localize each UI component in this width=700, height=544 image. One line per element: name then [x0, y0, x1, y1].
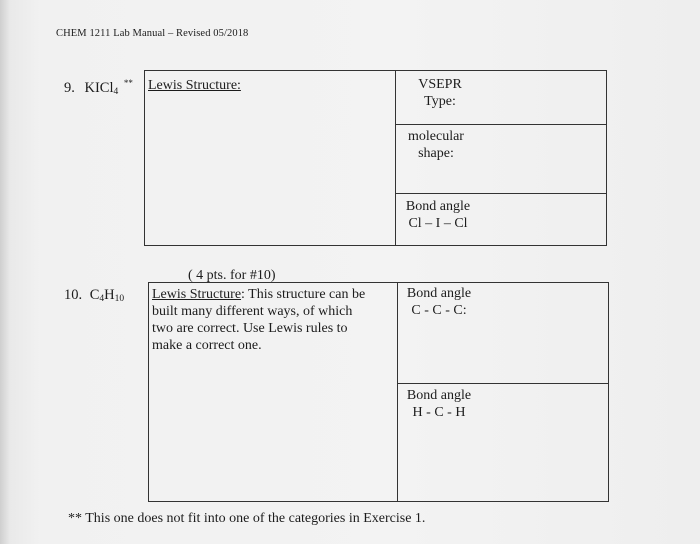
question-9-label [64, 78, 133, 97]
q10-angle1-line2: C - C - C: [411, 303, 467, 318]
question-10-number: 10. [64, 287, 83, 303]
question-9-formula [85, 80, 119, 96]
q10-lewis-text-line3: two are correct. Use Lewis rules to [152, 321, 348, 336]
q10-points: ( 4 pts. for #10) [188, 268, 276, 283]
q9-lewis-cell[interactable] [144, 70, 396, 246]
question-10-label [64, 287, 124, 304]
q10-lewis-cell[interactable] [148, 282, 398, 502]
footnote: ** This one does not fit into one of the categories in Exercise 1. [68, 511, 426, 526]
q9-angle-line2: Cl – I – Cl [408, 216, 468, 231]
q10-angle2-cell[interactable] [397, 383, 609, 502]
q10-lewis-text-line4: make a correct one. [152, 338, 262, 353]
q10-angle2-line2: H - C - H [412, 405, 466, 420]
q9-shape-line1: molecular [408, 129, 464, 144]
formula-subscript: 4 [113, 86, 119, 97]
q9-vsepr-cell[interactable] [395, 70, 607, 125]
question-9-number: 9. [64, 79, 75, 96]
q10-lewis-text-line2: built many different ways, of which [152, 304, 353, 319]
q9-angle-cell[interactable] [395, 193, 607, 246]
q10-lewis-desc-1: : This structure can be [241, 287, 366, 302]
q9-lewis-label: Lewis Structure: [148, 78, 241, 93]
footnote-mark: ** [123, 78, 133, 88]
question-10-formula [90, 287, 124, 303]
formula-main: KICl [84, 79, 114, 96]
q10-angle1-line1: Bond angle [406, 286, 472, 301]
formula-c-subscript: 4 [99, 294, 105, 304]
page-header: CHEM 1211 Lab Manual – Revised 05/2018 [56, 28, 249, 39]
q9-vsepr-line1: VSEPR [418, 77, 462, 92]
q9-shape-cell[interactable] [395, 124, 607, 194]
formula-h: H [104, 287, 115, 303]
formula-c: C [89, 287, 100, 303]
q9-angle-line1: Bond angle [405, 199, 471, 214]
q10-lewis-label: Lewis Structure [152, 287, 242, 302]
q9-vsepr-line2: Type: [424, 94, 456, 109]
q10-angle2-line1: Bond angle [406, 388, 472, 403]
q10-angle1-cell[interactable] [397, 282, 609, 384]
q10-lewis-text-line1 [152, 286, 365, 303]
formula-h-subscript: 10 [114, 294, 125, 304]
q9-shape-line2: shape: [418, 146, 454, 161]
